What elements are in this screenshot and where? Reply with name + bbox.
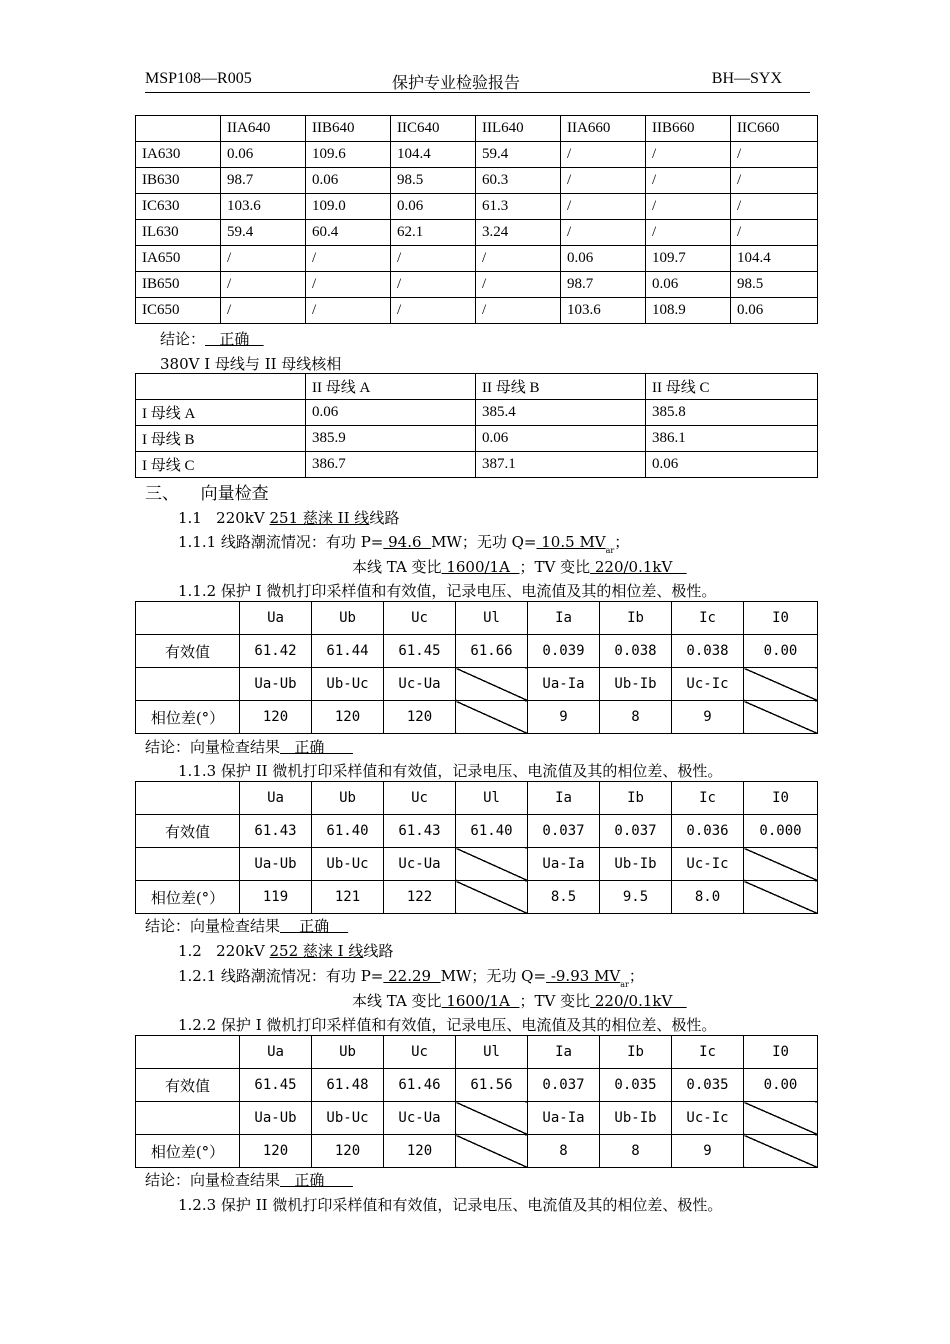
table-cell: 120 [384, 701, 456, 734]
table-cell: / [561, 142, 646, 168]
table-cell: / [561, 168, 646, 194]
table-row [136, 194, 818, 220]
conclusion-label: 结论：向量检查结果 [145, 1171, 281, 1189]
kv: 220kV [216, 942, 265, 960]
table-cell: / [476, 298, 561, 324]
table-cell: 0.06 [731, 298, 818, 324]
conclusion-vec-2 [145, 915, 348, 936]
active-power: 22.29 [383, 967, 441, 985]
table-cell: I0 [744, 782, 818, 815]
row-header: IB650 [136, 272, 221, 298]
table-cell: Ia [528, 782, 600, 815]
table-cell: 9 [528, 701, 600, 734]
row-header: IC650 [136, 298, 221, 324]
semicolon: ； [628, 967, 644, 985]
table-cell: / [646, 168, 731, 194]
empty-cell [456, 1135, 528, 1168]
table-cell: 0.06 [561, 246, 646, 272]
table-cell: Ic [672, 782, 744, 815]
table-cell: Ia [528, 1036, 600, 1069]
column-header: II 母线 B [476, 374, 646, 400]
table-row [136, 168, 818, 194]
table-cell: Ub-Uc [312, 1102, 384, 1135]
table-cell: 61.66 [456, 635, 528, 668]
table-cell: 60.4 [306, 220, 391, 246]
conclusion-1 [160, 328, 264, 349]
table-cell: I0 [744, 602, 818, 635]
table-row [136, 668, 818, 701]
table-cell: 109.7 [646, 246, 731, 272]
table-cell: Ua [240, 782, 312, 815]
mw-label: MW；无功 Q= [431, 533, 537, 551]
empty-cell [456, 881, 528, 914]
line-name: 252 慈涞 I 线 [269, 942, 364, 960]
table-cell: Ub-Ib [600, 1102, 672, 1135]
table-cell: 98.5 [731, 272, 818, 298]
active-power: 94.6 [383, 533, 432, 551]
empty-cell [456, 848, 528, 881]
phase-check-table [135, 115, 818, 324]
column-header [136, 116, 221, 142]
table-row [136, 848, 818, 881]
table-cell: / [731, 142, 818, 168]
table-row [136, 1135, 818, 1168]
row-header [136, 1102, 240, 1135]
table-header-row [136, 116, 818, 142]
table-row [136, 272, 818, 298]
table-cell: / [221, 298, 306, 324]
row-header: 有效值 [136, 1069, 240, 1102]
row-header: I 母线 B [136, 426, 306, 452]
table-cell: 385.4 [476, 400, 646, 426]
column-header: IIC640 [391, 116, 476, 142]
table-row [136, 426, 818, 452]
table-cell: 59.4 [476, 142, 561, 168]
line-name: 251 慈涞 II 线 [269, 509, 370, 527]
table-cell: 98.7 [561, 272, 646, 298]
conclusion-label: 结论：向量检查结果 [145, 738, 281, 756]
table-row [136, 881, 818, 914]
table-cell: Uc [384, 782, 456, 815]
table-row [136, 142, 818, 168]
table-cell: Uc-Ua [384, 668, 456, 701]
table-cell: / [391, 272, 476, 298]
table-cell: 104.4 [391, 142, 476, 168]
table-cell: 109.0 [306, 194, 391, 220]
table-row [136, 246, 818, 272]
table-cell: 386.1 [646, 426, 818, 452]
mv-unit: MV [579, 533, 606, 551]
conclusion-value: 正确 [280, 1171, 353, 1189]
row-header: 相位差(°） [136, 881, 240, 914]
table-cell: Uc-Ic [672, 668, 744, 701]
doc-ref: BH—SYX [711, 70, 782, 87]
flow-label: 1.1.1 线路潮流情况：有功 P= [178, 533, 384, 551]
table-cell: 8.5 [528, 881, 600, 914]
table-cell: 9 [672, 1135, 744, 1168]
table-cell: Ua-Ia [528, 1102, 600, 1135]
row-header: I 母线 A [136, 400, 306, 426]
tv-ratio: 220/0.1kV [590, 992, 687, 1010]
table-cell: 0.00 [744, 1069, 818, 1102]
column-header: IIC660 [731, 116, 818, 142]
table-cell: 60.3 [476, 168, 561, 194]
empty-cell [744, 848, 818, 881]
table-cell: Uc [384, 602, 456, 635]
table-cell: 0.035 [600, 1069, 672, 1102]
table-cell: 0.06 [221, 142, 306, 168]
table-cell: / [731, 194, 818, 220]
vector-table-3 [135, 1035, 818, 1168]
row-header: I 母线 C [136, 452, 306, 478]
table-cell: Uc-Ic [672, 1102, 744, 1135]
row-header [136, 668, 240, 701]
num: 1.1 [178, 509, 202, 527]
table-cell: 98.7 [221, 168, 306, 194]
row-header: IL630 [136, 220, 221, 246]
table-cell: Uc [384, 1036, 456, 1069]
table-cell: / [561, 194, 646, 220]
empty-cell [456, 668, 528, 701]
table-cell: 0.035 [672, 1069, 744, 1102]
table-row [136, 400, 818, 426]
column-header [136, 374, 306, 400]
table-header-row [136, 374, 818, 400]
row-header: 有效值 [136, 815, 240, 848]
table-cell: 0.037 [528, 1069, 600, 1102]
table-cell: / [391, 246, 476, 272]
table-row [136, 815, 818, 848]
table-cell: 61.46 [384, 1069, 456, 1102]
table-cell: / [306, 272, 391, 298]
table-cell: 120 [312, 701, 384, 734]
ta-label: 本线 TA 变比 [352, 992, 442, 1010]
table-cell: 61.40 [312, 815, 384, 848]
table-cell: Ub-Ib [600, 848, 672, 881]
table-cell: 61.44 [312, 635, 384, 668]
flow-label: 1.2.1 线路潮流情况：有功 P= [178, 967, 384, 985]
table-cell: Ub [312, 602, 384, 635]
mv-unit: MV [594, 967, 621, 985]
table-cell: Ib [600, 1036, 672, 1069]
table-cell: 8.0 [672, 881, 744, 914]
bus-phase-table [135, 373, 818, 478]
table-cell: 59.4 [221, 220, 306, 246]
table-cell: 120 [384, 1135, 456, 1168]
tv-ratio: 220/0.1kV [590, 558, 687, 576]
table-cell: Ua-Ia [528, 668, 600, 701]
conclusion-value: 正确 [280, 738, 353, 756]
table-row [136, 782, 818, 815]
table-cell: 9.5 [600, 881, 672, 914]
ta-label: 本线 TA 变比 [352, 558, 442, 576]
table-cell: Ua-Ub [240, 1102, 312, 1135]
doc-title: 保护专业检验报告 [392, 75, 521, 92]
kv: 220kV [216, 509, 265, 527]
table-cell: / [221, 272, 306, 298]
table-cell: Ul [456, 782, 528, 815]
table-cell: Ua-Ub [240, 848, 312, 881]
table-cell: 0.036 [672, 815, 744, 848]
table-row [136, 701, 818, 734]
doc-code: MSP108—R005 [145, 70, 252, 87]
table-row [136, 602, 818, 635]
table-cell: 385.9 [306, 426, 476, 452]
column-header: II 母线 A [306, 374, 476, 400]
table-row [136, 220, 818, 246]
table-cell: 61.45 [240, 1069, 312, 1102]
section-1-1-1 [178, 531, 629, 555]
reactive-power: 10.5 [536, 533, 580, 551]
column-header: IIB660 [646, 116, 731, 142]
section-1-1-2: 1.1.2 保护 I 微机打印采样值和有效值，记录电压、电流值及其的相位差、极性。 [178, 582, 717, 600]
table-row [136, 635, 818, 668]
table-cell: 103.6 [561, 298, 646, 324]
table-cell: 0.038 [600, 635, 672, 668]
table-cell: 9 [672, 701, 744, 734]
table-cell: Ul [456, 602, 528, 635]
suffix: 线路 [369, 509, 400, 527]
section-heading: 三、 向量检查 [145, 484, 269, 504]
empty-cell [456, 1102, 528, 1135]
conclusion-value: 正确 [280, 917, 349, 935]
table-cell: Ub-Uc [312, 848, 384, 881]
table-cell: / [306, 298, 391, 324]
table-cell: 0.06 [646, 272, 731, 298]
column-header: IIA640 [221, 116, 306, 142]
table-cell: Ic [672, 1036, 744, 1069]
empty-cell [744, 668, 818, 701]
column-header: IIB640 [306, 116, 391, 142]
row-header: 相位差(°） [136, 1135, 240, 1168]
table-cell: 61.48 [312, 1069, 384, 1102]
table-cell: 0.00 [744, 635, 818, 668]
table-cell: Ib [600, 782, 672, 815]
table-cell: 8 [600, 701, 672, 734]
table-row [136, 298, 818, 324]
table-cell: Uc-Ua [384, 848, 456, 881]
conclusion-value: 正确 [205, 330, 264, 348]
reactive-power: -9.93 [546, 967, 595, 985]
conclusion-vec-3 [145, 1169, 353, 1190]
section-1-1-3: 1.1.3 保护 II 微机打印采样值和有效值，记录电压、电流值及其的相位差、极性。 [178, 762, 723, 780]
table-cell: 120 [240, 1135, 312, 1168]
row-header [136, 602, 240, 635]
row-header [136, 782, 240, 815]
table-row [136, 1069, 818, 1102]
page-header [145, 68, 810, 93]
table-cell: 120 [312, 1135, 384, 1168]
table-cell: 0.037 [528, 815, 600, 848]
table-cell: 108.9 [646, 298, 731, 324]
table-cell: Ub [312, 1036, 384, 1069]
table-cell: 0.06 [391, 194, 476, 220]
table-cell: Ua [240, 1036, 312, 1069]
table-cell: 119 [240, 881, 312, 914]
section-1-2 [178, 940, 393, 961]
table-cell: 61.43 [240, 815, 312, 848]
table-cell: 120 [240, 701, 312, 734]
table-cell: Ia [528, 602, 600, 635]
column-header: II 母线 C [646, 374, 818, 400]
table-cell: 0.037 [600, 815, 672, 848]
table-cell: / [476, 272, 561, 298]
ta-ratio: 1600/1A [441, 558, 520, 576]
table-cell: / [306, 246, 391, 272]
table-cell: I0 [744, 1036, 818, 1069]
tv-label: ；TV 变比 [519, 558, 591, 576]
table-cell: Ua [240, 602, 312, 635]
vector-table-2 [135, 781, 818, 914]
tv-label: ；TV 变比 [519, 992, 591, 1010]
table-cell: Uc-Ua [384, 1102, 456, 1135]
table-cell: 122 [384, 881, 456, 914]
empty-cell [456, 701, 528, 734]
table-cell: Ic [672, 602, 744, 635]
empty-cell [744, 701, 818, 734]
table-cell: Ub-Ib [600, 668, 672, 701]
semicolon: ； [614, 533, 630, 551]
section-1-2-1 [178, 965, 644, 989]
table-cell: Ib [600, 602, 672, 635]
row-header: IB630 [136, 168, 221, 194]
row-header: 有效值 [136, 635, 240, 668]
row-header: IA650 [136, 246, 221, 272]
empty-cell [744, 881, 818, 914]
unit-sub: ar [620, 980, 629, 989]
table-cell: 0.000 [744, 815, 818, 848]
row-header: IA630 [136, 142, 221, 168]
bus-title: 380V I 母线与 II 母线核相 [160, 355, 342, 373]
suffix: 线路 [363, 942, 394, 960]
vector-table-1 [135, 601, 818, 734]
table-cell: 104.4 [731, 246, 818, 272]
table-cell: 61.43 [384, 815, 456, 848]
table-cell: / [476, 246, 561, 272]
ratio-line-2 [352, 990, 687, 1011]
table-cell: Ul [456, 1036, 528, 1069]
table-cell: 387.1 [476, 452, 646, 478]
table-cell: / [731, 220, 818, 246]
table-cell: 98.5 [391, 168, 476, 194]
table-cell: 386.7 [306, 452, 476, 478]
conclusion-vec-1 [145, 736, 353, 757]
empty-cell [744, 1102, 818, 1135]
section-1-2-2: 1.2.2 保护 I 微机打印采样值和有效值，记录电压、电流值及其的相位差、极性。 [178, 1016, 717, 1034]
table-cell: 385.8 [646, 400, 818, 426]
ratio-line-1 [352, 556, 687, 577]
table-cell: Ua-Ia [528, 848, 600, 881]
table-cell: 3.24 [476, 220, 561, 246]
table-cell: / [646, 220, 731, 246]
table-row [136, 1102, 818, 1135]
row-header: IC630 [136, 194, 221, 220]
table-cell: 8 [528, 1135, 600, 1168]
table-cell: Ub [312, 782, 384, 815]
table-cell: / [391, 298, 476, 324]
table-cell: 62.1 [391, 220, 476, 246]
empty-cell [744, 1135, 818, 1168]
table-cell: 61.40 [456, 815, 528, 848]
table-cell: 0.039 [528, 635, 600, 668]
table-cell: / [221, 246, 306, 272]
table-cell: Ub-Uc [312, 668, 384, 701]
table-cell: / [646, 194, 731, 220]
table-cell: 61.3 [476, 194, 561, 220]
mw-label: MW；无功 Q= [440, 967, 547, 985]
column-header: IIA660 [561, 116, 646, 142]
ta-ratio: 1600/1A [441, 992, 520, 1010]
unit-sub: ar [605, 546, 615, 555]
table-cell: 0.038 [672, 635, 744, 668]
row-header [136, 848, 240, 881]
table-row [136, 452, 818, 478]
table-cell: 61.45 [384, 635, 456, 668]
table-cell: 8 [600, 1135, 672, 1168]
num: 1.2 [178, 942, 202, 960]
table-cell: 121 [312, 881, 384, 914]
section-1-1 [178, 507, 399, 528]
table-cell: 0.06 [646, 452, 818, 478]
section-1-2-3: 1.2.3 保护 II 微机打印采样值和有效值，记录电压、电流值及其的相位差、极性。 [178, 1196, 723, 1214]
table-cell: Ua-Ub [240, 668, 312, 701]
table-cell: 109.6 [306, 142, 391, 168]
table-cell: 0.06 [476, 426, 646, 452]
row-header: 相位差(°） [136, 701, 240, 734]
table-cell: / [646, 142, 731, 168]
table-cell: / [731, 168, 818, 194]
column-header: IIL640 [476, 116, 561, 142]
table-cell: 61.56 [456, 1069, 528, 1102]
table-cell: 61.42 [240, 635, 312, 668]
row-header [136, 1036, 240, 1069]
table-cell: 0.06 [306, 168, 391, 194]
table-row [136, 1036, 818, 1069]
table-cell: 103.6 [221, 194, 306, 220]
table-cell: Uc-Ic [672, 848, 744, 881]
conclusion-label: 结论： [160, 330, 206, 348]
table-cell: 0.06 [306, 400, 476, 426]
table-cell: / [561, 220, 646, 246]
conclusion-label: 结论：向量检查结果 [145, 917, 281, 935]
